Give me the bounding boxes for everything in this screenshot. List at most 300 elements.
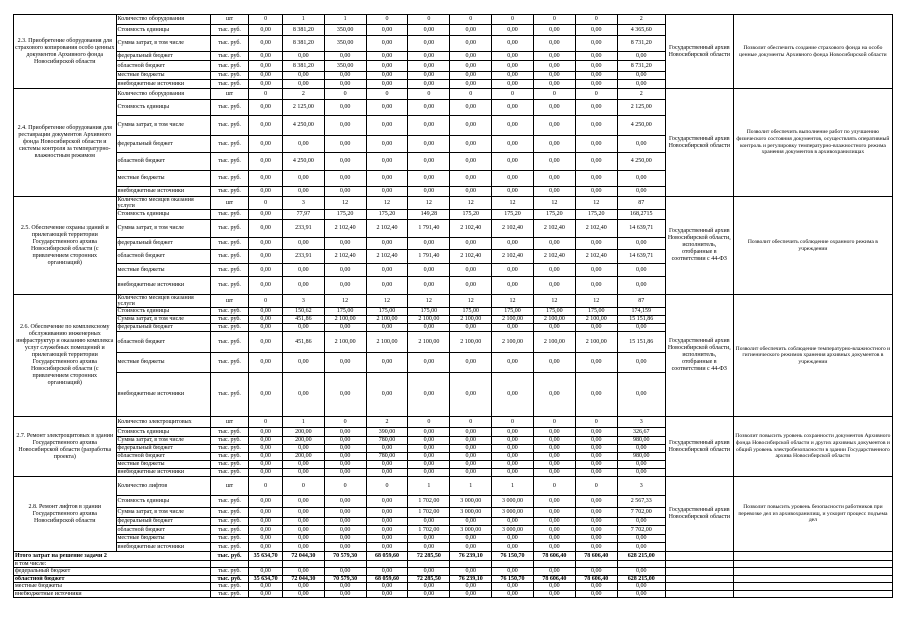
value-cell: 0,00: [450, 187, 492, 197]
value-cell: 0,00: [249, 116, 282, 136]
unit-cell: тыс. руб.: [210, 80, 249, 89]
value-cell: 0,00: [617, 171, 665, 187]
value-cell: 0,00: [533, 171, 575, 187]
value-cell: 0,00: [324, 518, 366, 526]
value-cell: 0,00: [324, 100, 366, 116]
value-cell: 0,00: [575, 428, 617, 437]
value-cell: 2: [282, 89, 324, 100]
value-cell: 0,00: [450, 72, 492, 80]
value-cell: 0,00: [492, 61, 534, 72]
value-cell: 0: [324, 417, 366, 428]
indicator-name: областной бюджет: [116, 250, 210, 264]
value-cell: 2 102,40: [366, 250, 408, 264]
value-cell: 0,00: [282, 526, 324, 535]
value-cell: 0,00: [249, 210, 282, 220]
unit-cell: тыс. руб.: [210, 308, 249, 316]
value-cell: 0,00: [324, 453, 366, 461]
value-cell: 0,00: [617, 590, 665, 597]
value-cell: 3 000,00: [492, 496, 534, 508]
value-cell: 0,00: [366, 136, 408, 153]
empty-cell: [733, 561, 892, 568]
value-cell: 0,00: [366, 461, 408, 469]
value-cell: 2 100,00: [366, 316, 408, 324]
value-cell: 14 639,71: [617, 220, 665, 238]
value-cell: 0: [249, 477, 282, 496]
unit-cell: тыс. руб.: [210, 100, 249, 116]
value-cell: 2 102,40: [450, 220, 492, 238]
value-cell: 0: [324, 89, 366, 100]
value-cell: 0,00: [533, 100, 575, 116]
value-cell: 2: [617, 89, 665, 100]
value-cell: 0,00: [408, 36, 450, 52]
empty-cell: [665, 590, 733, 597]
value-cell: 175,00: [324, 308, 366, 316]
value-cell: 200,00: [282, 428, 324, 437]
value-cell: 0,00: [366, 508, 408, 518]
value-cell: 2 100,00: [575, 316, 617, 324]
value-cell: 0,00: [533, 535, 575, 543]
value-cell: 14 639,71: [617, 250, 665, 264]
value-cell: 0,00: [492, 153, 534, 171]
value-cell: 0,00: [249, 469, 282, 477]
value-cell: 0,00: [324, 526, 366, 535]
value-cell: 0,00: [366, 469, 408, 477]
indicator-name: Стоимость единицы: [116, 210, 210, 220]
value-cell: 0: [450, 89, 492, 100]
value-cell: 175,00: [492, 308, 534, 316]
value-cell: 78 606,40: [533, 575, 575, 582]
value-cell: 76 239,10: [450, 552, 492, 561]
result-cell: Позволит обеспечить создание страхового фонда на особо ценные документы Архивного фонда Новосибирской области: [733, 15, 892, 89]
executor-cell: Государственный архив Новосибирской области: [665, 89, 733, 197]
indicator-name: Количество электрощитовых: [116, 417, 210, 428]
value-cell: 0,00: [366, 264, 408, 277]
value-cell: 451,86: [282, 332, 324, 353]
value-cell: 0,00: [575, 461, 617, 469]
value-cell: 0,00: [492, 590, 534, 597]
value-cell: 1 702,00: [408, 508, 450, 518]
value-cell: 0,00: [533, 428, 575, 437]
value-cell: 0,00: [533, 453, 575, 461]
indicator-name: областной бюджет: [116, 332, 210, 353]
value-cell: 0,00: [617, 187, 665, 197]
table-row: [14, 197, 893, 210]
value-cell: 0,00: [324, 373, 366, 417]
value-cell: 0,00: [249, 535, 282, 543]
indicator-name: Стоимость единицы: [116, 496, 210, 508]
value-cell: 68 059,60: [366, 575, 408, 582]
value-cell: 87: [617, 197, 665, 210]
unit-cell: тыс. руб.: [210, 552, 249, 561]
empty-cell: [665, 568, 733, 575]
value-cell: 175,20: [366, 210, 408, 220]
value-cell: 72 044,30: [282, 552, 324, 561]
indicator-name: местные бюджеты: [116, 171, 210, 187]
value-cell: 1: [408, 477, 450, 496]
unit-cell: тыс. руб.: [210, 171, 249, 187]
value-cell: 0,00: [249, 568, 282, 575]
value-cell: 2 102,40: [533, 220, 575, 238]
totals-row: [14, 575, 893, 582]
value-cell: 12: [408, 295, 450, 308]
value-cell: 175,20: [575, 210, 617, 220]
value-cell: 0,00: [282, 518, 324, 526]
unit-cell: тыс. руб.: [210, 25, 249, 36]
value-cell: 0,00: [450, 61, 492, 72]
value-cell: 0,00: [249, 220, 282, 238]
unit-cell: тыс. руб.: [210, 453, 249, 461]
value-cell: 0,00: [366, 373, 408, 417]
value-cell: 0,00: [408, 469, 450, 477]
value-cell: 0: [492, 417, 534, 428]
unit-cell: тыс. руб.: [210, 136, 249, 153]
value-cell: 2 100,00: [324, 316, 366, 324]
task-name: 2.6. Обеспечение по комплексному обслуживанию инженерных инфраструктур и оказанию комплекса услуг служебных помещений и прилегающей территории Государственного архива Новосибирской области (с привлечением сторонних организаций): [14, 295, 117, 417]
value-cell: 0,00: [575, 100, 617, 116]
executor-cell: Государственный архив Новосибирской области: [665, 15, 733, 89]
value-cell: 149,28: [408, 210, 450, 220]
value-cell: 0,00: [450, 353, 492, 373]
unit-cell: тыс. руб.: [210, 277, 249, 295]
totals-row: [14, 568, 893, 575]
value-cell: 15 151,86: [617, 332, 665, 353]
unit-cell: тыс. руб.: [210, 72, 249, 80]
value-cell: 0,00: [533, 568, 575, 575]
value-cell: 2 100,00: [366, 332, 408, 353]
value-cell: 72 044,30: [282, 575, 324, 582]
value-cell: 175,00: [366, 308, 408, 316]
value-cell: 0,00: [324, 264, 366, 277]
value-cell: 0,00: [575, 277, 617, 295]
value-cell: 0,00: [575, 526, 617, 535]
value-cell: 12: [324, 295, 366, 308]
value-cell: 2: [366, 417, 408, 428]
value-cell: 451,86: [282, 316, 324, 324]
value-cell: 0,00: [492, 445, 534, 453]
value-cell: 0,00: [324, 238, 366, 250]
value-cell: 78 606,40: [575, 552, 617, 561]
value-cell: 0: [492, 15, 534, 25]
value-cell: [366, 561, 408, 568]
indicator-name: Сумма затрат, в том числе: [116, 116, 210, 136]
value-cell: 0,00: [282, 461, 324, 469]
value-cell: 0,00: [249, 543, 282, 552]
value-cell: 0,00: [492, 52, 534, 61]
value-cell: 0,00: [366, 568, 408, 575]
indicator-name: областной бюджет: [116, 61, 210, 72]
executor-cell: Государственный архив Новосибирской области, исполнитель, отобранные в соответствии с 44-ФЗ: [665, 295, 733, 417]
value-cell: 0,00: [408, 25, 450, 36]
unit-cell: тыс. руб.: [210, 526, 249, 535]
value-cell: 350,00: [324, 25, 366, 36]
value-cell: 0,00: [408, 116, 450, 136]
value-cell: 0,00: [324, 461, 366, 469]
value-cell: 0,00: [249, 238, 282, 250]
value-cell: 0: [324, 477, 366, 496]
value-cell: 0,00: [324, 324, 366, 332]
value-cell: 0,00: [450, 535, 492, 543]
empty-cell: [665, 552, 733, 561]
value-cell: 0,00: [492, 453, 534, 461]
value-cell: 76 239,10: [450, 575, 492, 582]
unit-cell: тыс. руб.: [210, 543, 249, 552]
value-cell: 0,00: [617, 461, 665, 469]
value-cell: 0,00: [249, 518, 282, 526]
value-cell: 7 702,00: [617, 508, 665, 518]
indicator-name: федеральный бюджет: [116, 52, 210, 61]
value-cell: 0,00: [575, 437, 617, 445]
value-cell: 2 102,40: [450, 250, 492, 264]
value-cell: 0,00: [249, 453, 282, 461]
value-cell: 0,00: [617, 72, 665, 80]
value-cell: 0,00: [617, 80, 665, 89]
value-cell: 0,00: [249, 526, 282, 535]
indicator-name: областной бюджет: [116, 153, 210, 171]
value-cell: 2 100,00: [533, 316, 575, 324]
value-cell: 0: [366, 89, 408, 100]
table-row: [14, 417, 893, 428]
result-cell: Позволит обеспечить соблюдение температурно-влажностного и гигиенического режимов хранения архивных документов в учреждении: [733, 295, 892, 417]
value-cell: 0,00: [282, 535, 324, 543]
value-cell: 72 285,50: [408, 552, 450, 561]
value-cell: 35 634,70: [249, 552, 282, 561]
value-cell: 2 100,00: [492, 332, 534, 353]
value-cell: 0: [492, 89, 534, 100]
empty-cell: [733, 568, 892, 575]
value-cell: 0,00: [366, 445, 408, 453]
value-cell: 0,00: [366, 496, 408, 508]
value-cell: 0,00: [450, 116, 492, 136]
unit-cell: [210, 561, 249, 568]
value-cell: 0,00: [282, 238, 324, 250]
value-cell: 0,00: [282, 583, 324, 590]
value-cell: 0,00: [617, 238, 665, 250]
value-cell: 0: [533, 417, 575, 428]
value-cell: 3 000,00: [492, 526, 534, 535]
value-cell: 0,00: [492, 535, 534, 543]
indicator-name: областной бюджет: [116, 453, 210, 461]
value-cell: 0,00: [408, 153, 450, 171]
value-cell: 326,67: [617, 428, 665, 437]
value-cell: 0,00: [575, 136, 617, 153]
indicator-name: местные бюджеты: [116, 264, 210, 277]
unit-cell: тыс. руб.: [210, 264, 249, 277]
value-cell: 0,00: [575, 72, 617, 80]
value-cell: 0,00: [533, 469, 575, 477]
unit-cell: шт: [210, 417, 249, 428]
value-cell: 0,00: [249, 324, 282, 332]
unit-cell: тыс. руб.: [210, 316, 249, 324]
unit-cell: тыс. руб.: [210, 469, 249, 477]
value-cell: 2 100,00: [492, 316, 534, 324]
value-cell: 0: [249, 197, 282, 210]
task-name: 2.3. Приобретение оборудования для страхового копирования особо ценных документов Архивного фонда Новосибирской области: [14, 15, 117, 89]
unit-cell: тыс. руб.: [210, 153, 249, 171]
value-cell: 0,00: [492, 324, 534, 332]
unit-cell: тыс. руб.: [210, 116, 249, 136]
value-cell: 0,00: [575, 583, 617, 590]
value-cell: 3: [617, 417, 665, 428]
unit-cell: тыс. руб.: [210, 575, 249, 582]
value-cell: 0,00: [533, 153, 575, 171]
value-cell: 70 579,30: [324, 552, 366, 561]
unit-cell: тыс. руб.: [210, 210, 249, 220]
value-cell: 0,00: [282, 171, 324, 187]
value-cell: 0,00: [324, 445, 366, 453]
value-cell: 0,00: [366, 238, 408, 250]
value-cell: 0,00: [450, 583, 492, 590]
value-cell: 0,00: [575, 453, 617, 461]
value-cell: 0,00: [575, 36, 617, 52]
unit-cell: шт: [210, 477, 249, 496]
value-cell: 0,00: [450, 461, 492, 469]
value-cell: 7 702,00: [617, 526, 665, 535]
value-cell: 0,00: [408, 238, 450, 250]
indicator-name: Количество месяцев оказания услуги: [116, 197, 210, 210]
unit-cell: тыс. руб.: [210, 353, 249, 373]
value-cell: 0,00: [408, 61, 450, 72]
value-cell: 0,00: [533, 277, 575, 295]
value-cell: 1 791,40: [408, 250, 450, 264]
value-cell: 4 250,00: [617, 116, 665, 136]
value-cell: 0,00: [492, 583, 534, 590]
value-cell: 0,00: [249, 308, 282, 316]
value-cell: 8 381,20: [282, 36, 324, 52]
value-cell: 15 151,86: [617, 316, 665, 324]
value-cell: 0: [408, 15, 450, 25]
value-cell: 0,00: [282, 353, 324, 373]
value-cell: 0,00: [282, 445, 324, 453]
indicator-name: федеральный бюджет: [116, 324, 210, 332]
value-cell: 0,00: [575, 373, 617, 417]
value-cell: 0,00: [575, 116, 617, 136]
indicator-name: внебюджетные источники: [116, 277, 210, 295]
value-cell: 0,00: [492, 25, 534, 36]
value-cell: 0,00: [492, 518, 534, 526]
value-cell: 0,00: [408, 590, 450, 597]
value-cell: 12: [366, 295, 408, 308]
value-cell: 72 285,50: [408, 575, 450, 582]
value-cell: 12: [408, 197, 450, 210]
task-name: 2.4. Приобретение оборудования для реставрации документов Архивного фонда Новосибирской области и системы контроля за температурно-влажностным режимом: [14, 89, 117, 197]
result-cell: Позволит обеспечить выполнение работ по улучшению физического состояния документов, осуществлять оперативный контроль и регулировку температурно-влажностного режима хранения документов в архивохранилищах: [733, 89, 892, 197]
value-cell: 1 702,00: [408, 496, 450, 508]
value-cell: 0,00: [533, 518, 575, 526]
unit-cell: тыс. руб.: [210, 445, 249, 453]
value-cell: 0,00: [249, 100, 282, 116]
value-cell: 0,00: [366, 187, 408, 197]
indicator-name: внебюджетные источники: [116, 469, 210, 477]
value-cell: 0,00: [366, 171, 408, 187]
value-cell: 0,00: [450, 445, 492, 453]
value-cell: 0,00: [617, 583, 665, 590]
value-cell: 2 567,33: [617, 496, 665, 508]
value-cell: 0: [249, 417, 282, 428]
value-cell: 0,00: [575, 496, 617, 508]
value-cell: 2 102,40: [533, 250, 575, 264]
indicator-name: Количество лифтов: [116, 477, 210, 496]
value-cell: 12: [450, 197, 492, 210]
value-cell: 0,00: [492, 373, 534, 417]
value-cell: 628 215,00: [617, 575, 665, 582]
value-cell: 0,00: [533, 590, 575, 597]
value-cell: 0,00: [366, 590, 408, 597]
task-name: 2.5. Обеспечение охраны зданий и прилегающей территории Государственного архива Новосибирской области (с привлечением сторонних организаций): [14, 197, 117, 295]
value-cell: 2 102,40: [492, 250, 534, 264]
unit-cell: тыс. руб.: [210, 583, 249, 590]
value-cell: [249, 561, 282, 568]
result-cell: Позволит повысить уровень сохранности документов Архивного фонда Новосибирской области и других архивных документов и общий уровень электробезопасности в здании Государственного архива Новосибирской области: [733, 417, 892, 477]
indicator-name: Стоимость единицы: [116, 25, 210, 36]
value-cell: 0: [533, 477, 575, 496]
indicator-name: местные бюджеты: [116, 535, 210, 543]
value-cell: 77,97: [282, 210, 324, 220]
value-cell: 76 150,70: [492, 552, 534, 561]
value-cell: 0: [249, 89, 282, 100]
value-cell: 78 606,40: [533, 552, 575, 561]
value-cell: 0,00: [324, 543, 366, 552]
value-cell: 0,00: [282, 277, 324, 295]
value-cell: 0,00: [450, 453, 492, 461]
value-cell: 0,00: [575, 153, 617, 171]
value-cell: 0,00: [324, 116, 366, 136]
indicator-name: федеральный бюджет: [116, 136, 210, 153]
empty-cell: [733, 583, 892, 590]
value-cell: 0,00: [492, 36, 534, 52]
value-cell: 0,00: [408, 428, 450, 437]
value-cell: 0,00: [533, 36, 575, 52]
value-cell: 0,00: [450, 100, 492, 116]
value-cell: 12: [575, 197, 617, 210]
value-cell: 0,00: [282, 264, 324, 277]
value-cell: 0: [366, 477, 408, 496]
value-cell: 0,00: [450, 52, 492, 61]
value-cell: 0: [575, 15, 617, 25]
value-cell: 0,00: [282, 543, 324, 552]
value-cell: 0,00: [492, 72, 534, 80]
value-cell: 200,00: [282, 453, 324, 461]
value-cell: 0,00: [533, 461, 575, 469]
value-cell: [533, 561, 575, 568]
value-cell: 0,00: [617, 277, 665, 295]
value-cell: 0,00: [366, 535, 408, 543]
value-cell: 0,00: [617, 445, 665, 453]
indicator-name: областной бюджет: [116, 526, 210, 535]
value-cell: 0,00: [492, 437, 534, 445]
value-cell: 0: [282, 477, 324, 496]
value-cell: 3: [282, 295, 324, 308]
value-cell: 0,00: [533, 72, 575, 80]
value-cell: 0,00: [249, 445, 282, 453]
value-cell: 0,00: [450, 171, 492, 187]
value-cell: 0,00: [450, 469, 492, 477]
value-cell: 780,00: [366, 437, 408, 445]
value-cell: 0,00: [408, 72, 450, 80]
value-cell: 68 059,60: [366, 552, 408, 561]
value-cell: 0,00: [575, 80, 617, 89]
value-cell: 12: [366, 197, 408, 210]
value-cell: 0,00: [408, 100, 450, 116]
value-cell: 174,159: [617, 308, 665, 316]
value-cell: 175,00: [408, 308, 450, 316]
totals-label: Итого затрат на решение задачи 2: [14, 552, 211, 561]
value-cell: 12: [575, 295, 617, 308]
value-cell: 175,20: [492, 210, 534, 220]
value-cell: 0,00: [249, 590, 282, 597]
value-cell: 175,20: [324, 210, 366, 220]
value-cell: 0,00: [366, 324, 408, 332]
value-cell: 0,00: [533, 543, 575, 552]
